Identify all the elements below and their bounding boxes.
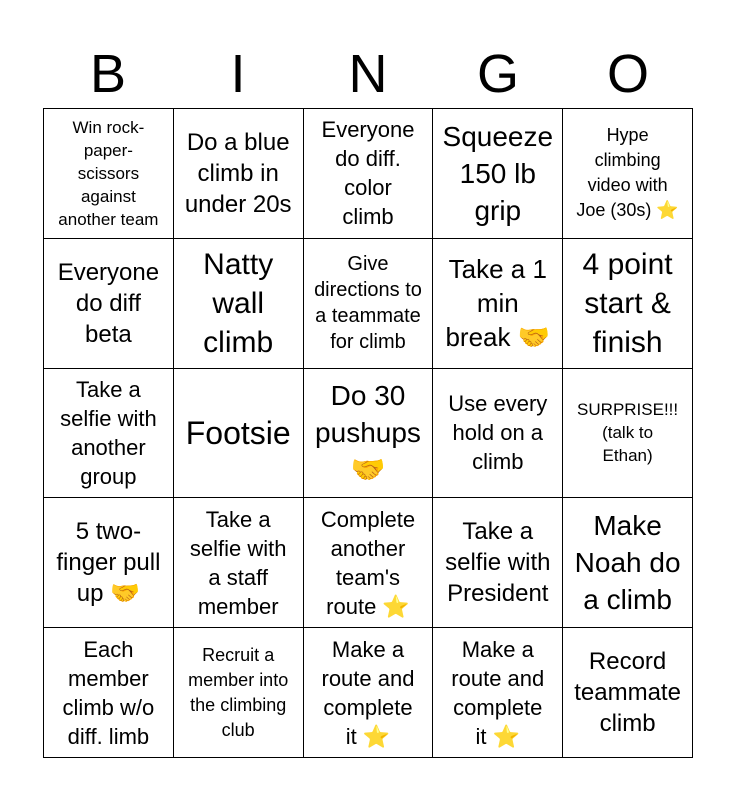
bingo-cell-r5-c3[interactable]: Make a route and complete it ⭐ [304, 628, 434, 758]
header-letter-o: O [606, 44, 649, 104]
bingo-cell-r1-c3[interactable]: Everyone do diff. color climb [304, 109, 434, 239]
bingo-cell-r4-c4[interactable]: Take a selfie with President [433, 498, 563, 628]
bingo-cell-r5-c2[interactable]: Recruit a member into the climbing club [174, 628, 304, 758]
bingo-cell-r1-c4[interactable]: Squeeze 150 lb grip [433, 109, 563, 239]
bingo-cell-r2-c4[interactable]: Take a 1 min break 🤝 [433, 239, 563, 369]
bingo-cell-r5-c5[interactable]: Record teammate climb [563, 628, 693, 758]
bingo-cell-r5-c1[interactable]: Each member climb w/o diff. limb [44, 628, 174, 758]
header-letter-g: G [476, 44, 519, 104]
bingo-cell-r1-c5[interactable]: Hype climbing video with Joe (30s) ⭐ [563, 109, 693, 239]
bingo-header [43, 40, 693, 108]
bingo-cell-r4-c2[interactable]: Take a selfie with a staff member [174, 498, 304, 628]
bingo-cell-r5-c4[interactable]: Make a route and complete it ⭐ [433, 628, 563, 758]
bingo-cell-r2-c5[interactable]: 4 point start & finish [563, 239, 693, 369]
bingo-cell-r1-c2[interactable]: Do a blue climb in under 20s [174, 109, 304, 239]
bingo-cell-r2-c3[interactable]: Give directions to a teammate for climb [304, 239, 434, 369]
bingo-cell-r3-c4[interactable]: Use every hold on a climb [433, 369, 563, 499]
bingo-cell-r2-c1[interactable]: Everyone do diff beta [44, 239, 174, 369]
bingo-cell-r3-c5[interactable]: SURPRISE!!! (talk to Ethan) [563, 369, 693, 499]
bingo-cell-r4-c5[interactable]: Make Noah do a climb [563, 498, 693, 628]
bingo-cell-r3-c3[interactable]: Do 30 pushups 🤝 [304, 369, 434, 499]
bingo-cell-r2-c2[interactable]: Natty wall climb [174, 239, 304, 369]
bingo-cell-r1-c1[interactable]: Win rock- paper- scissors against another team [44, 109, 174, 239]
bingo-cell-r4-c1[interactable]: 5 two- finger pull up 🤝 [44, 498, 174, 628]
bingo-cell-r4-c3[interactable]: Complete another team's route ⭐ [304, 498, 434, 628]
header-letter-i: I [230, 44, 246, 104]
bingo-cell-r3-c1[interactable]: Take a selfie with another group [44, 369, 174, 499]
bingo-cell-r3-c2[interactable]: Footsie [174, 369, 304, 499]
header-letter-n: N [348, 44, 388, 104]
header-letter-b: B [89, 44, 127, 104]
bingo-grid [43, 108, 693, 758]
